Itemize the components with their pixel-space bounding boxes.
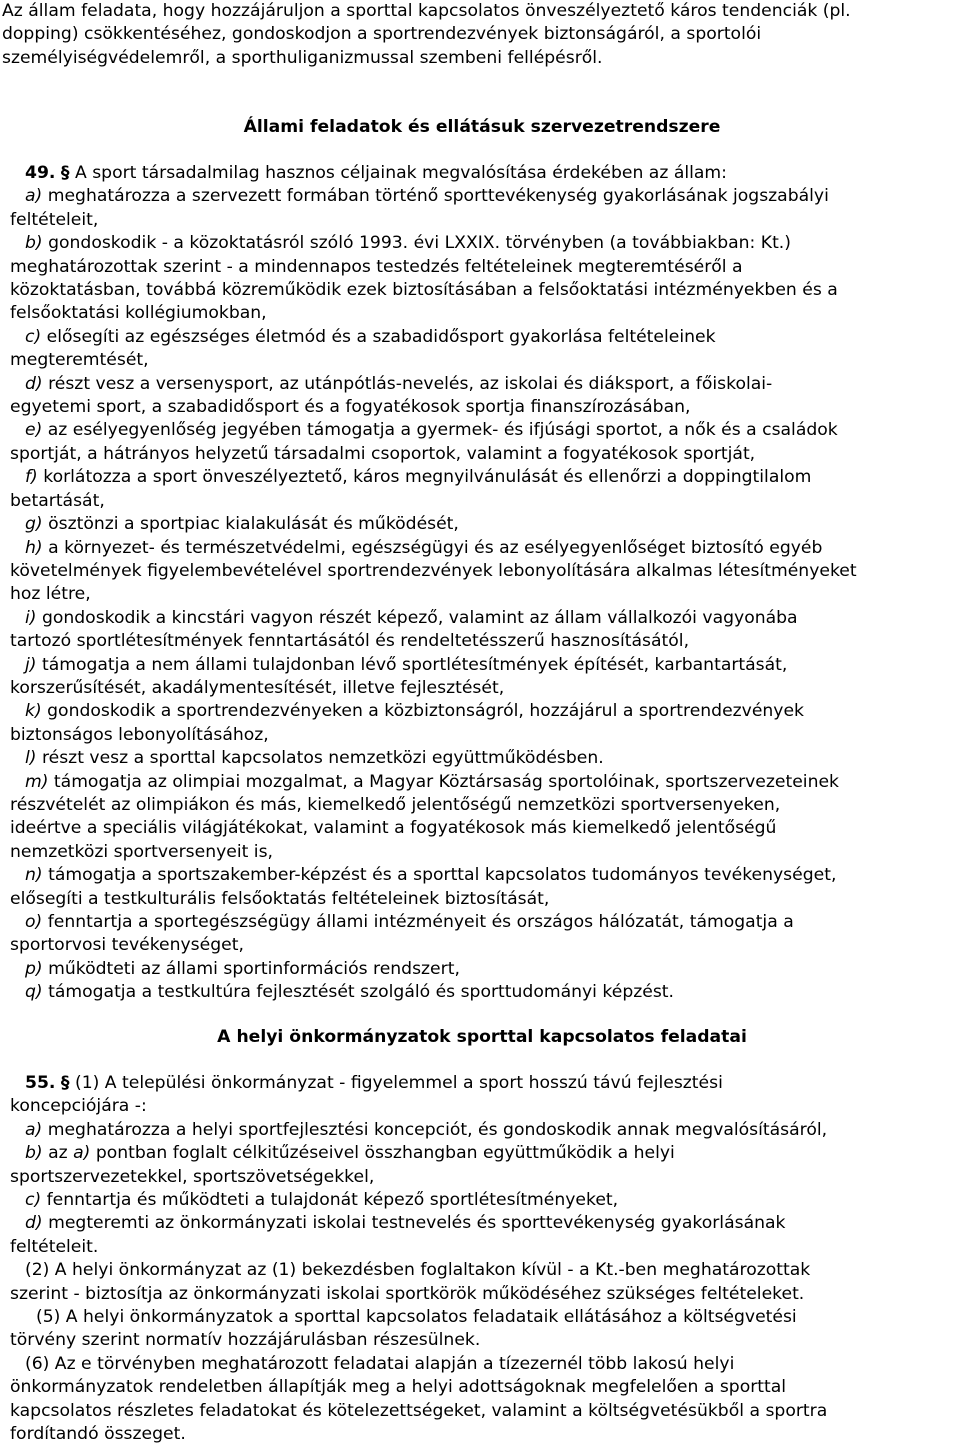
item-text: betartását, [10, 490, 105, 511]
list-item [10, 958, 954, 981]
list-item-line [10, 841, 954, 864]
item-key: l) [25, 748, 37, 769]
para-line: (6) Az e törvényben meghatározott feladatai alapján a tízezernél több lakosú helyi [25, 1353, 735, 1374]
para-line: törvény szerint normatív hozzájárulásban részesülnek. [10, 1330, 481, 1351]
list-item [10, 373, 954, 420]
list-item-line [10, 349, 954, 372]
paragraph-sign: § [60, 1073, 70, 1093]
section-55 [10, 1072, 954, 1447]
para-line: fordítandó összeget. [10, 1424, 186, 1445]
section-49-items [10, 185, 954, 1004]
list-item-line [10, 1189, 954, 1212]
item-text: megteremtését, [10, 350, 149, 371]
list-item-line [10, 419, 954, 442]
para-line: (2) A helyi önkormányzat az (1) bekezdésben foglaltakon kívül - a Kt.-ben meghatározottak [25, 1260, 811, 1281]
list-item-line [10, 794, 954, 817]
item-text: támogatja a testkultúra fejlesztését szolgáló és sporttudományi képzést. [48, 982, 674, 1003]
list-item-line [10, 934, 954, 957]
list-item [10, 537, 954, 607]
item-text: egyetemi sport, a szabadidősport és a fogyatékosok sportja finanszírozásában, [10, 397, 691, 418]
item-key: h) [25, 537, 43, 558]
item-text: támogatja az olimpiai mozgalmat, a Magyar Köztársaság sportolóinak, sportszervezeteinek [53, 771, 839, 792]
item-key: b) [25, 1143, 43, 1164]
item-text: részt vesz a sporttal kapcsolatos nemzetközi együttműködésben. [41, 748, 604, 769]
item-text: részvételét az olimpiákon és más, kiemelkedő jelentőségű nemzetközi sportversenyeken, [10, 794, 781, 815]
list-item [10, 911, 954, 958]
list-item-line [10, 1119, 954, 1142]
list-item-line [10, 888, 954, 911]
intro-paragraph [2, 0, 851, 70]
item-text: követelmények figyelembevételével sportrendezvények lebonyolítására alkalmas létesítményeket [10, 560, 857, 581]
list-item-line [10, 747, 954, 770]
lead-text: (1) A települési önkormányzat - figyelemmel a sport hosszú távú fejlesztési [74, 1073, 723, 1093]
list-item-line [10, 466, 954, 489]
item-text: korszerűsítését, akadálymentesítését, illetve fejlesztését, [10, 677, 505, 698]
item-text: tartozó sportlétesítmények fenntartásától és rendeltetésszerű hasznosításától, [10, 631, 690, 652]
list-item-line [10, 1142, 954, 1165]
list-item-line [10, 326, 954, 349]
section-heading-state-tasks: Állami feladatok és ellátásuk szervezetrendszere [243, 117, 721, 137]
item-key: d) [25, 1213, 43, 1234]
item-key: c) [25, 326, 42, 347]
intro-line: dopping) csökkentéséhez, gondoskodjon a sportrendezvények biztonságáról, a sportolói [2, 24, 762, 45]
item-text: az esélyegyenlőség jegyében támogatja a gyermek- és ifjúsági sportot, a nők és a családok [47, 420, 838, 441]
list-item [10, 466, 954, 513]
item-text: közoktatásban, továbbá közreműködik ezek biztosításában a felsőoktatási intézményekben és a [10, 280, 838, 301]
list-item-line [10, 537, 954, 560]
item-key: i) [25, 607, 37, 628]
item-text: sportját, a hátrányos helyzetű társadalmi csoportok, valamint a fogyatékosok sportját, [10, 443, 756, 464]
list-item-line [10, 185, 954, 208]
item-key: q) [25, 982, 43, 1003]
lead-text-cont: koncepciójára -: [10, 1096, 147, 1117]
item-text: fenntartja a sportegészségügy állami intézményeit és országos hálózatát, támogatja a [47, 912, 794, 932]
item-text: gondoskodik a sportrendezvényeken a közbiztonságról, hozzájárul a sportrendezvények [47, 701, 805, 722]
item-text: meghatározza a szervezett formában történő sporttevékenység gyakorlásának jogszabályi [47, 186, 829, 207]
list-item [10, 513, 954, 536]
list-item [10, 771, 954, 865]
list-item [10, 326, 954, 373]
item-text: meghatározza a helyi sportfejlesztési koncepciót, és gondoskodik annak megvalósításáról, [47, 1119, 828, 1140]
paragraph-6 [10, 1353, 954, 1447]
list-item-line [10, 958, 954, 981]
item-key: m) [25, 771, 49, 792]
item-text: feltételeit, [10, 209, 99, 230]
list-item [10, 1119, 954, 1142]
intro-line: Az állam feladata, hogy hozzájáruljon a sporttal kapcsolatos önveszélyeztető káros tendenciák (pl. [2, 1, 851, 21]
item-text: fenntartja és működteti a tulajdonát képező sportlétesítményeket, [46, 1190, 619, 1211]
list-item-line [10, 560, 954, 583]
item-key: a) [25, 186, 43, 207]
section-heading-local-gov: A helyi önkormányzatok sporttal kapcsolatos feladatai [217, 1027, 747, 1047]
list-item [10, 1212, 954, 1259]
item-key: d) [25, 373, 43, 394]
list-item [10, 607, 954, 654]
item-text: megteremti az önkormányzati iskolai testnevelés és sporttevékenység gyakorlásának [48, 1213, 786, 1234]
item-text: pontban foglalt célkitűzéseivel összhangban együttműködik a helyi [95, 1143, 675, 1164]
list-item-line [10, 981, 954, 1004]
item-key: c) [25, 1190, 42, 1211]
item-pre: az [48, 1143, 74, 1164]
intro-line: személyiségvédelemről, a sporthuliganizmussal szembeni fellépésről. [2, 47, 603, 68]
item-text: elősegíti az egészséges életmód és a szabadidősport gyakorlása feltételeinek [46, 326, 716, 347]
list-item-line [10, 443, 954, 466]
paragraph-2 [10, 1259, 954, 1306]
list-item-line [10, 911, 954, 934]
section-number: 55. [25, 1073, 56, 1093]
list-item-line [10, 302, 954, 325]
item-ref: a) [73, 1143, 91, 1164]
list-item-line [10, 396, 954, 419]
list-item-line [10, 1212, 954, 1235]
item-text: elősegíti a testkulturális felsőoktatás feltételeinek biztosítását, [10, 888, 550, 909]
item-text: támogatja a sportszakember-képzést és a sporttal kapcsolatos tudományos tevékenységet, [48, 865, 837, 886]
list-item-line [10, 864, 954, 887]
item-text: ösztönzi a sportpiac kialakulását és működését, [48, 514, 459, 535]
item-text: ideértve a speciális világjátékokat, valamint a fogyatékosok más kiemelkedő jelentőségű [10, 818, 777, 839]
section-55-lead [10, 1072, 954, 1095]
item-key: g) [25, 514, 43, 535]
list-item-line [10, 279, 954, 302]
para-line: önkormányzatok rendeletben állapítják meg a helyi adottságoknak megfelelően a sporttal [10, 1377, 787, 1398]
item-text: felsőoktatási kollégiumokban, [10, 303, 267, 324]
item-key: o) [25, 912, 43, 932]
list-item-line [10, 209, 954, 232]
item-key: p) [25, 958, 43, 979]
section-49 [10, 162, 954, 1005]
paragraph-5 [10, 1306, 954, 1353]
list-item [10, 185, 954, 232]
list-item-line [10, 654, 954, 677]
list-item-line [10, 232, 954, 255]
item-text: feltételeit. [10, 1236, 99, 1257]
paragraph-sign: § [60, 163, 70, 183]
item-key: b) [25, 233, 43, 254]
list-item [10, 700, 954, 747]
item-text: részt vesz a versenysport, az utánpótlás-nevelés, az iskolai és diáksport, a főiskolai- [48, 373, 773, 394]
list-item [10, 1142, 954, 1189]
item-text: hoz létre, [10, 584, 91, 605]
item-text: gondoskodik - a közoktatásról szóló 1993. évi LXXIX. törvényben (a továbbiakban: Kt.) [48, 233, 791, 254]
list-item [10, 232, 954, 326]
list-item [10, 747, 954, 770]
item-key: j) [25, 654, 37, 675]
item-key: n) [25, 865, 43, 886]
section-55-items [10, 1119, 954, 1259]
list-item-line [10, 771, 954, 794]
list-item [10, 419, 954, 466]
list-item-line [10, 724, 954, 747]
item-key: a) [25, 1119, 43, 1140]
list-item-line [10, 1236, 954, 1259]
list-item-line [10, 583, 954, 606]
list-item-line [10, 1166, 954, 1189]
list-item-line [10, 677, 954, 700]
item-text: korlátozza a sport önveszélyeztető, káros megnyilvánulását és ellenőrzi a doppingtilalom [43, 467, 812, 488]
list-item-line [10, 373, 954, 396]
item-text: működteti az állami sportinformációs rendszert, [48, 958, 460, 979]
list-item-line [10, 607, 954, 630]
list-item [10, 864, 954, 911]
item-text: nemzetközi sportversenyeit is, [10, 841, 273, 862]
section-49-lead [10, 162, 954, 185]
item-text: a környezet- és természetvédelmi, egészségügyi és az esélyegyenlőséget biztosító egyéb [48, 537, 823, 558]
item-key: f) [25, 467, 38, 488]
lead-text: A sport társadalmilag hasznos céljainak megvalósítása érdekében az állam: [74, 163, 727, 183]
list-item-line [10, 513, 954, 536]
list-item-line [10, 490, 954, 513]
item-text: biztonságos lebonyolításához, [10, 724, 269, 745]
item-key: k) [25, 701, 42, 722]
list-item [10, 1189, 954, 1212]
list-item [10, 654, 954, 701]
item-text: sportszervezetekkel, sportszövetségekkel, [10, 1166, 375, 1187]
list-item-line [10, 700, 954, 723]
para-line: (5) A helyi önkormányzatok a sporttal kapcsolatos feladataik ellátásához a költségvetési [36, 1307, 797, 1328]
item-text: gondoskodik a kincstári vagyon részét képező, valamint az állam vállalkozói vagyonába [41, 607, 798, 628]
list-item [10, 981, 954, 1004]
list-item-line [10, 817, 954, 840]
list-item-line [10, 256, 954, 279]
item-key: e) [25, 420, 43, 441]
para-line: szerint - biztosítja az önkormányzati iskolai sportkörök működéséhez szükséges feltételeket. [10, 1283, 805, 1304]
section-number: 49. [25, 163, 56, 183]
para-line: kapcsolatos részletes feladatokat és kötelezettségeket, valamint a költségvetésükből a sportra [10, 1400, 828, 1421]
item-text: sportorvosi tevékenységet, [10, 935, 244, 956]
item-text: meghatározottak szerint - a mindennapos testedzés feltételeinek megteremtéséről a [10, 256, 743, 277]
item-text: támogatja a nem állami tulajdonban lévő sportlétesítmények építését, karbantartását, [41, 654, 788, 675]
list-item-line [10, 630, 954, 653]
